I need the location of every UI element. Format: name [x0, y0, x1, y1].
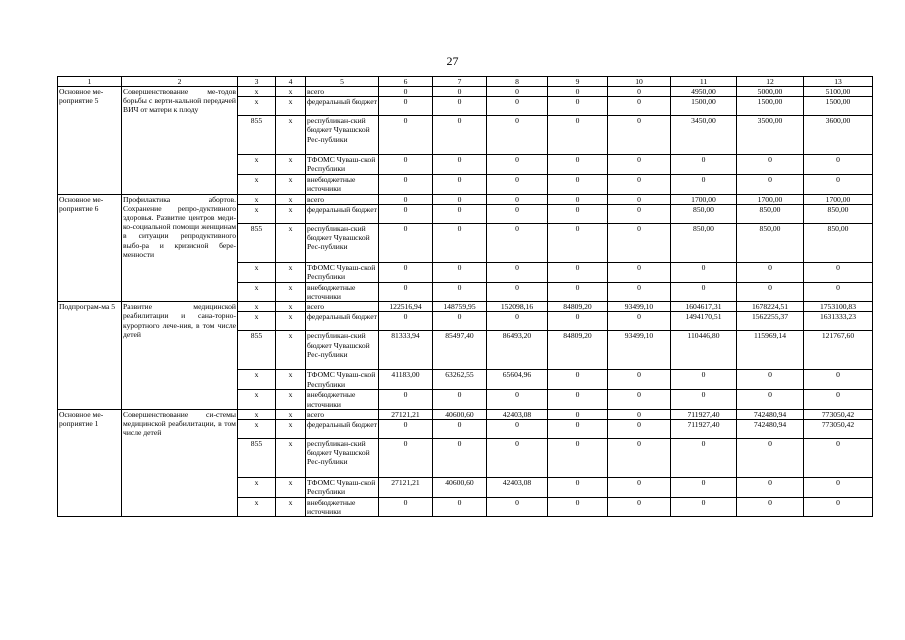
value-cell: 0 — [379, 223, 433, 262]
value-cell: 40600,60 — [433, 409, 487, 419]
budget-code-cell: х — [238, 420, 276, 439]
value-cell: 850,00 — [737, 204, 804, 223]
value-cell: 0 — [379, 312, 433, 331]
value-cell: 0 — [548, 155, 608, 175]
value-cell: 0 — [608, 204, 671, 223]
code-cell: х — [276, 370, 306, 390]
value-cell: 711927,40 — [671, 409, 737, 419]
column-header: 8 — [487, 77, 548, 87]
value-cell: 850,00 — [737, 223, 804, 262]
budget-code-cell: 855 — [238, 116, 276, 155]
value-cell: 27121,21 — [379, 409, 433, 419]
code-cell: х — [276, 204, 306, 223]
code-cell: х — [276, 194, 306, 204]
funding-source-cell: ТФОМС Чуваш-ской Республики — [306, 370, 379, 390]
value-cell: 0 — [608, 175, 671, 194]
value-cell: 0 — [548, 409, 608, 419]
value-cell: 0 — [433, 390, 487, 409]
group-title-cell: Совершенствование си-стемы медицинской реабилитации, в том числе детей — [122, 409, 238, 517]
funding-source-cell: внебюджетные источники — [306, 390, 379, 409]
value-cell: 0 — [487, 390, 548, 409]
column-header: 10 — [608, 77, 671, 87]
value-cell: 0 — [433, 97, 487, 116]
value-cell: 1631333,23 — [804, 312, 873, 331]
value-cell: 0 — [379, 116, 433, 155]
budget-code-cell: х — [238, 194, 276, 204]
budget-table — [57, 76, 873, 517]
budget-code-cell: х — [238, 302, 276, 312]
value-cell: 0 — [548, 87, 608, 97]
value-cell: 0 — [487, 439, 548, 478]
value-cell: 0 — [379, 498, 433, 517]
value-cell: 773050,42 — [804, 420, 873, 439]
budget-code-cell: х — [238, 370, 276, 390]
value-cell: 63262,55 — [433, 370, 487, 390]
value-cell: 0 — [737, 262, 804, 282]
value-cell: 0 — [608, 155, 671, 175]
code-cell: х — [276, 302, 306, 312]
value-cell: 81333,94 — [379, 331, 433, 370]
value-cell: 0 — [548, 312, 608, 331]
value-cell: 0 — [608, 223, 671, 262]
funding-source-cell: республикан-ский бюджет Чувашской Рес-публики — [306, 331, 379, 370]
value-cell: 0 — [804, 155, 873, 175]
code-cell: х — [276, 312, 306, 331]
table-row — [58, 87, 873, 97]
value-cell: 0 — [671, 390, 737, 409]
value-cell: 0 — [608, 390, 671, 409]
value-cell: 0 — [433, 116, 487, 155]
funding-source-cell: федеральный бюджет — [306, 97, 379, 116]
value-cell: 1500,00 — [737, 97, 804, 116]
header-row — [58, 77, 873, 87]
value-cell: 0 — [608, 116, 671, 155]
value-cell: 0 — [487, 155, 548, 175]
column-header: 4 — [276, 77, 306, 87]
value-cell: 773050,42 — [804, 409, 873, 419]
value-cell: 0 — [737, 439, 804, 478]
funding-source-cell: всего — [306, 409, 379, 419]
value-cell: 3600,00 — [804, 116, 873, 155]
value-cell: 0 — [548, 116, 608, 155]
budget-code-cell: х — [238, 409, 276, 419]
value-cell: 0 — [433, 282, 487, 301]
code-cell: х — [276, 409, 306, 419]
group-code-cell: Подпрограм-ма 5 — [58, 302, 122, 410]
value-cell: 0 — [737, 282, 804, 301]
value-cell: 0 — [804, 439, 873, 478]
value-cell: 0 — [548, 370, 608, 390]
value-cell: 0 — [487, 175, 548, 194]
table-row — [58, 302, 873, 312]
value-cell: 1700,00 — [804, 194, 873, 204]
value-cell: 0 — [548, 97, 608, 116]
funding-source-cell: ТФОМС Чуваш-ской Республики — [306, 155, 379, 175]
value-cell: 0 — [671, 175, 737, 194]
value-cell: 1700,00 — [671, 194, 737, 204]
column-header: 13 — [804, 77, 873, 87]
value-cell: 850,00 — [804, 204, 873, 223]
budget-code-cell: 855 — [238, 439, 276, 478]
code-cell: х — [276, 282, 306, 301]
budget-code-cell: х — [238, 204, 276, 223]
table-row — [58, 409, 873, 419]
budget-code-cell: х — [238, 478, 276, 498]
budget-code-cell: х — [238, 97, 276, 116]
value-cell: 0 — [548, 194, 608, 204]
funding-source-cell: ТФОМС Чуваш-ской Республики — [306, 262, 379, 282]
value-cell: 0 — [737, 478, 804, 498]
value-cell: 0 — [804, 282, 873, 301]
value-cell: 42403,08 — [487, 409, 548, 419]
value-cell: 0 — [487, 204, 548, 223]
code-cell: х — [276, 439, 306, 478]
funding-source-cell: федеральный бюджет — [306, 312, 379, 331]
value-cell: 5100,00 — [804, 87, 873, 97]
value-cell: 0 — [548, 175, 608, 194]
value-cell: 0 — [487, 282, 548, 301]
value-cell: 122516,94 — [379, 302, 433, 312]
value-cell: 0 — [379, 439, 433, 478]
value-cell: 0 — [548, 282, 608, 301]
value-cell: 42403,08 — [487, 478, 548, 498]
value-cell: 0 — [548, 439, 608, 478]
value-cell: 0 — [487, 194, 548, 204]
funding-source-cell: республикан-ский бюджет Чувашской Рес-публики — [306, 116, 379, 155]
value-cell: 711927,40 — [671, 420, 737, 439]
code-cell: х — [276, 87, 306, 97]
value-cell: 0 — [671, 498, 737, 517]
value-cell: 0 — [379, 262, 433, 282]
budget-code-cell: 855 — [238, 331, 276, 370]
value-cell: 4950,00 — [671, 87, 737, 97]
code-cell: х — [276, 498, 306, 517]
value-cell: 0 — [379, 175, 433, 194]
value-cell: 0 — [379, 420, 433, 439]
value-cell: 0 — [608, 97, 671, 116]
value-cell: 93499,10 — [608, 331, 671, 370]
budget-code-cell: х — [238, 155, 276, 175]
column-header: 12 — [737, 77, 804, 87]
value-cell: 0 — [608, 498, 671, 517]
page-number: 27 — [446, 54, 459, 68]
column-header: 9 — [548, 77, 608, 87]
column-header: 1 — [58, 77, 122, 87]
code-cell: х — [276, 155, 306, 175]
value-cell: 0 — [379, 87, 433, 97]
value-cell: 0 — [737, 175, 804, 194]
funding-source-cell: всего — [306, 194, 379, 204]
value-cell: 0 — [487, 116, 548, 155]
value-cell: 0 — [608, 439, 671, 478]
column-header: 6 — [379, 77, 433, 87]
value-cell: 65604,96 — [487, 370, 548, 390]
code-cell: х — [276, 262, 306, 282]
value-cell: 0 — [671, 478, 737, 498]
value-cell: 0 — [608, 312, 671, 331]
value-cell: 0 — [487, 312, 548, 331]
value-cell: 0 — [608, 282, 671, 301]
value-cell: 1494170,51 — [671, 312, 737, 331]
value-cell: 0 — [548, 390, 608, 409]
value-cell: 0 — [804, 370, 873, 390]
value-cell: 148759,95 — [433, 302, 487, 312]
value-cell: 0 — [671, 262, 737, 282]
value-cell: 0 — [433, 439, 487, 478]
value-cell: 1562255,37 — [737, 312, 804, 331]
value-cell: 84809,20 — [548, 331, 608, 370]
budget-code-cell: х — [238, 262, 276, 282]
code-cell: х — [276, 223, 306, 262]
value-cell: 0 — [737, 498, 804, 517]
budget-code-cell: х — [238, 282, 276, 301]
budget-code-cell: х — [238, 87, 276, 97]
funding-source-cell: внебюджетные источники — [306, 498, 379, 517]
budget-code-cell: х — [238, 498, 276, 517]
table-row — [58, 194, 873, 204]
value-cell: 0 — [548, 478, 608, 498]
column-header: 5 — [306, 77, 379, 87]
value-cell: 84809,20 — [548, 302, 608, 312]
value-cell: 0 — [433, 420, 487, 439]
value-cell: 0 — [737, 390, 804, 409]
code-cell: х — [276, 331, 306, 370]
value-cell: 0 — [433, 498, 487, 517]
value-cell: 0 — [433, 262, 487, 282]
value-cell: 0 — [671, 282, 737, 301]
value-cell: 152098,16 — [487, 302, 548, 312]
value-cell: 0 — [379, 97, 433, 116]
value-cell: 0 — [487, 498, 548, 517]
value-cell: 1700,00 — [737, 194, 804, 204]
funding-source-cell: федеральный бюджет — [306, 204, 379, 223]
funding-source-cell: республикан-ский бюджет Чувашской Рес-публики — [306, 439, 379, 478]
value-cell: 0 — [487, 87, 548, 97]
funding-source-cell: республикан-ский бюджет Чувашской Рес-публики — [306, 223, 379, 262]
value-cell: 85497,40 — [433, 331, 487, 370]
code-cell: х — [276, 390, 306, 409]
budget-code-cell: х — [238, 175, 276, 194]
value-cell: 3500,00 — [737, 116, 804, 155]
funding-source-cell: федеральный бюджет — [306, 420, 379, 439]
value-cell: 0 — [608, 87, 671, 97]
value-cell: 41183,00 — [379, 370, 433, 390]
value-cell: 121767,60 — [804, 331, 873, 370]
value-cell: 0 — [379, 204, 433, 223]
value-cell: 0 — [608, 194, 671, 204]
budget-code-cell: 855 — [238, 223, 276, 262]
value-cell: 110446,80 — [671, 331, 737, 370]
value-cell: 5000,00 — [737, 87, 804, 97]
value-cell: 0 — [608, 478, 671, 498]
value-cell: 850,00 — [804, 223, 873, 262]
group-title-cell: Развитие медицинской реабилитации и сана-торно-курортного лече-ния, в том числе детей — [122, 302, 238, 410]
column-header: 11 — [671, 77, 737, 87]
group-code-cell: Основное ме-роприятие 6 — [58, 194, 122, 302]
group-code-cell: Основное ме-роприятие 1 — [58, 409, 122, 517]
code-cell: х — [276, 420, 306, 439]
column-header: 2 — [122, 77, 238, 87]
value-cell: 0 — [433, 175, 487, 194]
value-cell: 40600,60 — [433, 478, 487, 498]
value-cell: 93499,10 — [608, 302, 671, 312]
value-cell: 86493,20 — [487, 331, 548, 370]
value-cell: 3450,00 — [671, 116, 737, 155]
value-cell: 0 — [671, 439, 737, 478]
value-cell: 1500,00 — [804, 97, 873, 116]
funding-source-cell: внебюджетные источники — [306, 175, 379, 194]
budget-code-cell: х — [238, 312, 276, 331]
group-title-cell: Совершенствование ме-тодов борьбы с верти-кальной передачей ВИЧ от матери к плоду — [122, 87, 238, 195]
value-cell: 0 — [608, 370, 671, 390]
value-cell: 0 — [804, 390, 873, 409]
value-cell: 0 — [433, 194, 487, 204]
value-cell: 0 — [804, 498, 873, 517]
value-cell: 0 — [804, 262, 873, 282]
value-cell: 0 — [804, 175, 873, 194]
value-cell: 0 — [487, 420, 548, 439]
value-cell: 850,00 — [671, 204, 737, 223]
value-cell: 115969,14 — [737, 331, 804, 370]
value-cell: 0 — [433, 87, 487, 97]
value-cell: 0 — [737, 370, 804, 390]
column-header: 3 — [238, 77, 276, 87]
funding-source-cell: всего — [306, 87, 379, 97]
value-cell: 0 — [548, 204, 608, 223]
value-cell: 0 — [608, 420, 671, 439]
value-cell: 742480,94 — [737, 409, 804, 419]
group-title-cell: Профилактика абортов. Сохранение репро-дуктивного здоровья. Развитие центров меди-ко-социальной помощи женщинам в ситуации репродуктивного выбо-ра и кризисной бере-менности — [122, 194, 238, 302]
funding-source-cell: ТФОМС Чуваш-ской Республики — [306, 478, 379, 498]
value-cell: 0 — [379, 390, 433, 409]
code-cell: х — [276, 175, 306, 194]
value-cell: 1753100,83 — [804, 302, 873, 312]
value-cell: 0 — [671, 155, 737, 175]
value-cell: 0 — [379, 194, 433, 204]
value-cell: 1678224,51 — [737, 302, 804, 312]
group-code-cell: Основное ме-роприятие 5 — [58, 87, 122, 195]
value-cell: 0 — [608, 409, 671, 419]
value-cell: 0 — [433, 312, 487, 331]
value-cell: 0 — [671, 370, 737, 390]
value-cell: 742480,94 — [737, 420, 804, 439]
value-cell: 0 — [487, 223, 548, 262]
value-cell: 0 — [487, 262, 548, 282]
value-cell: 1604617,31 — [671, 302, 737, 312]
funding-source-cell: всего — [306, 302, 379, 312]
code-cell: х — [276, 97, 306, 116]
value-cell: 0 — [737, 155, 804, 175]
value-cell: 0 — [433, 204, 487, 223]
value-cell: 0 — [487, 97, 548, 116]
value-cell: 0 — [548, 498, 608, 517]
code-cell: х — [276, 116, 306, 155]
value-cell: 0 — [548, 223, 608, 262]
value-cell: 1500,00 — [671, 97, 737, 116]
budget-table-body — [58, 77, 873, 517]
value-cell: 0 — [433, 155, 487, 175]
budget-code-cell: х — [238, 390, 276, 409]
value-cell: 0 — [548, 262, 608, 282]
value-cell: 0 — [433, 223, 487, 262]
code-cell: х — [276, 478, 306, 498]
value-cell: 0 — [379, 155, 433, 175]
value-cell: 27121,21 — [379, 478, 433, 498]
column-header: 7 — [433, 77, 487, 87]
value-cell: 0 — [608, 262, 671, 282]
value-cell: 0 — [379, 282, 433, 301]
value-cell: 0 — [804, 478, 873, 498]
value-cell: 850,00 — [671, 223, 737, 262]
funding-source-cell: внебюджетные источники — [306, 282, 379, 301]
value-cell: 0 — [548, 420, 608, 439]
